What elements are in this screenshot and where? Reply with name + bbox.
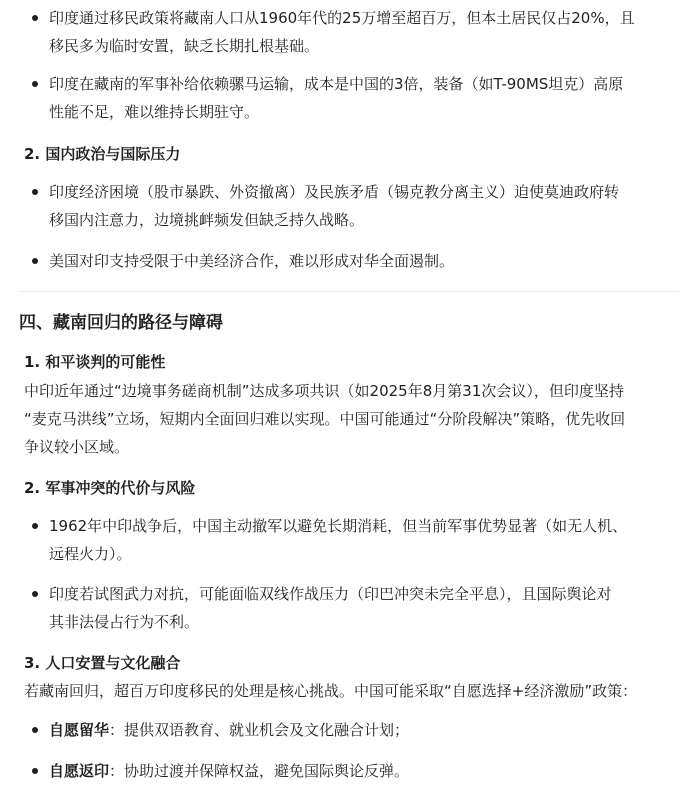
list-item-text: 印度经济困境（股市暴跌、外资撤离）及民族矛盾（锡克教分离主义）迫使莫迪政府转 移国内注意力，边境挑衅频发但缺乏持久战略。 [49,183,620,229]
list-item-text: 美国对印支持受限于中美经济合作，难以形成对华全面遏制。 [49,252,455,270]
section-heading: 四、藏南回归的路径与障碍 [19,313,223,333]
list-item [24,512,679,568]
bullet-marker [32,591,38,597]
term-description: ：协助过渡并保障权益，避免国际舆论反弹。 [109,762,410,780]
list-item-text [24,716,679,744]
list-item [24,4,679,60]
list-item [24,716,679,744]
bullet-marker [32,189,38,195]
bullet-marker [32,258,38,264]
list-item [24,178,679,234]
term-description: ：提供双语教育、就业机会及文化融合计划； [109,721,410,739]
bullet-marker [32,727,38,733]
subsection-heading: 2. 国内政治与国际压力 [24,145,181,163]
list-item-text [24,757,679,785]
section-divider [19,291,679,292]
paragraph: 中印近年通过“边境事务磋商机制”达成多项共识（如2025年8月第31次会议），但印度坚持 “麦克马洪线”立场，短期内全面回归难以实现。中国可能通过“分阶段解决”策略，优先收回 争议较小区域。 [24,382,626,456]
term-label: 自愿返印 [49,762,110,780]
list-item-text: 1962年中印战争后，中国主动撤军以避免长期消耗，但当前军事优势显著（如无人机、 远程火力）。 [49,517,628,563]
subsection-heading: 1. 和平谈判的可能性 [24,353,166,371]
list-item-text: 印度通过移民政策将藏南人口从1960年代的25万增至超百万，但本土居民仅占20%，且 移民多为临时安置，缺乏长期扎根基础。 [49,9,635,55]
bullet-marker [32,523,38,529]
subsection-heading: 3. 人口安置与文化融合 [24,654,181,672]
list-item [24,580,679,636]
bullet-marker [32,81,38,87]
bullet-marker [32,15,38,21]
bullet-marker [32,768,38,774]
list-item [24,70,679,126]
list-item-text: 印度若试图武力对抗，可能面临双线作战压力（印巴冲突未完全平息），且国际舆论对 其非法侵占行为不利。 [49,585,612,631]
term-label: 自愿留华 [49,721,110,739]
subsection-heading: 2. 军事冲突的代价与风险 [24,479,196,497]
list-item [24,247,679,275]
list-item-text: 印度在藏南的军事补给依赖骡马运输，成本是中国的3倍，装备（如T-90MS坦克）高原 性能不足，难以维持长期驻守。 [49,75,624,121]
list-item [24,757,679,785]
paragraph: 若藏南回归，超百万印度移民的处理是核心挑战。中国可能采取“自愿选择+经济激励”政策： [24,682,638,700]
